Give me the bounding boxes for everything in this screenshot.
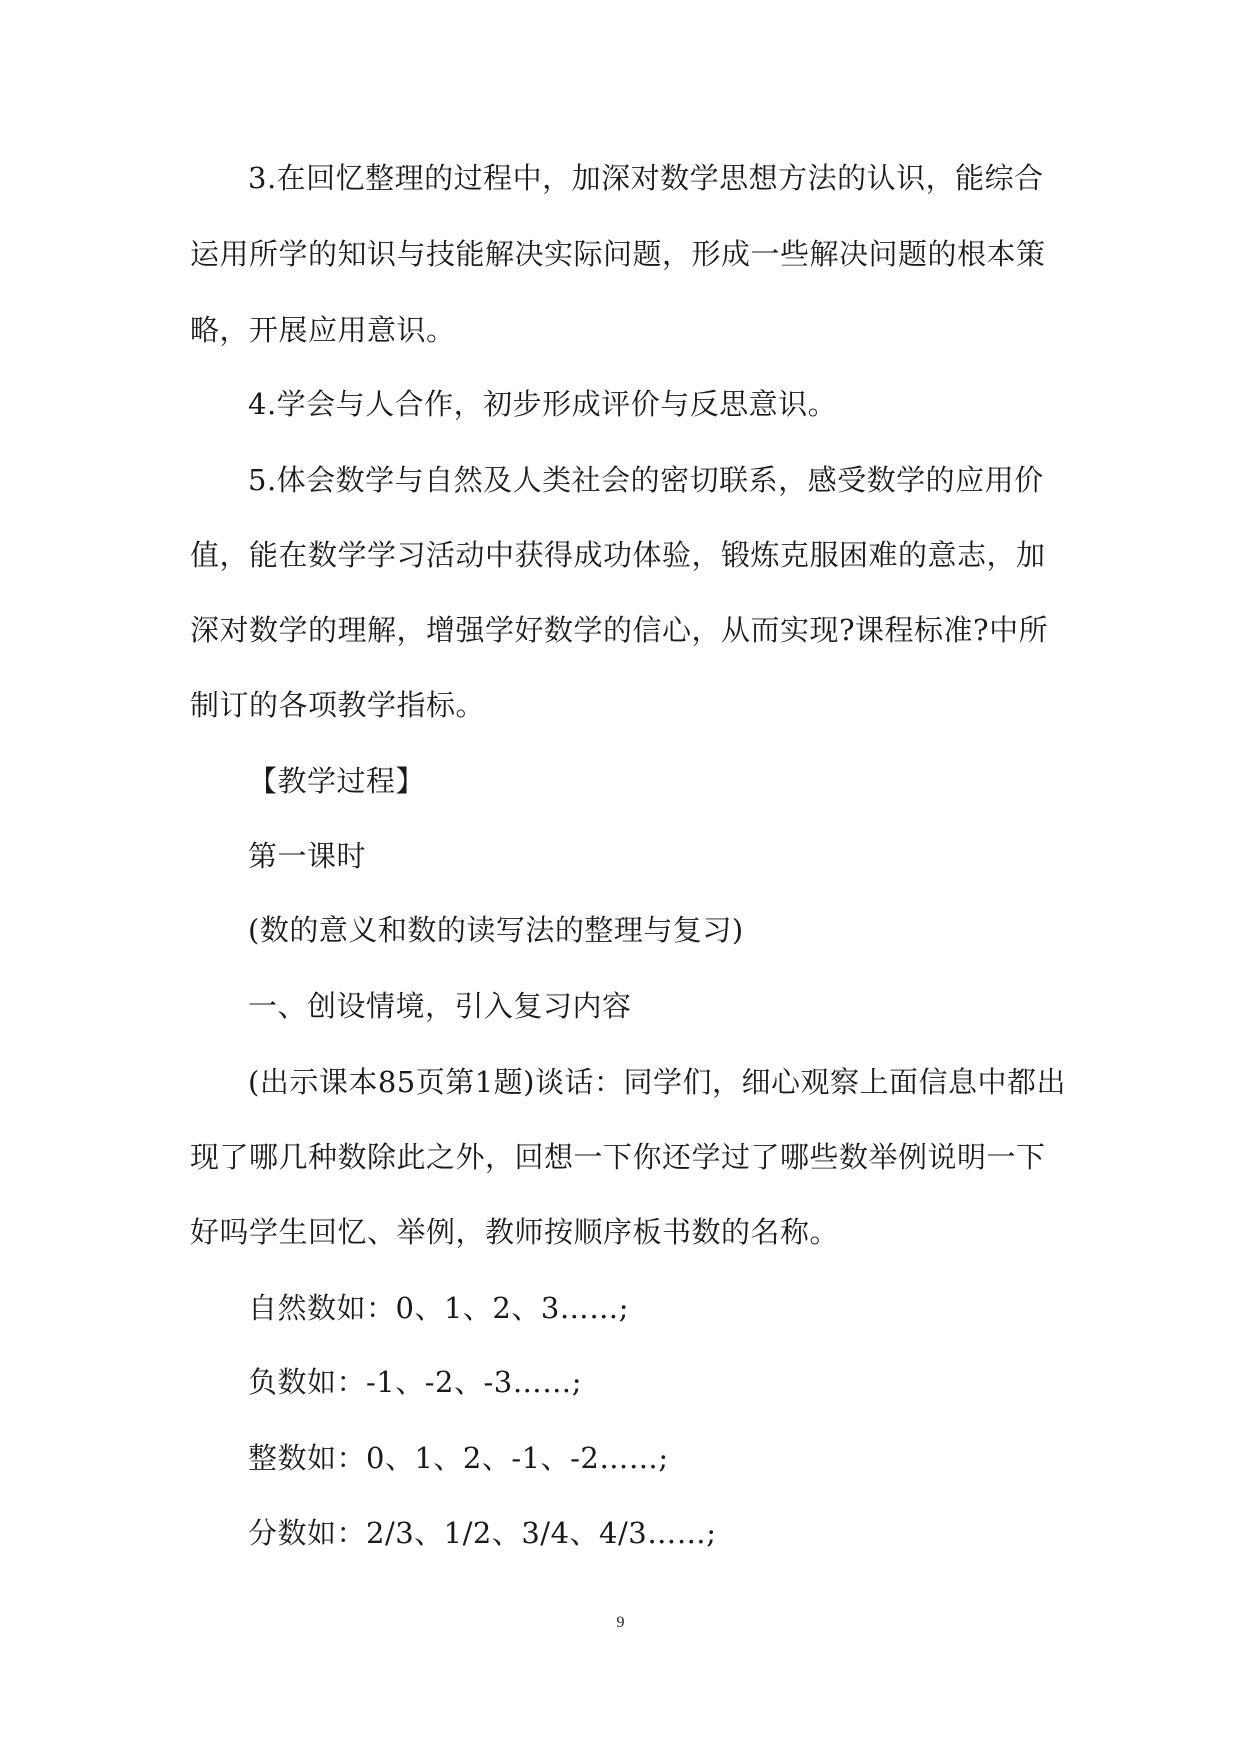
paragraph-line: 略，开展应用意识。	[190, 313, 456, 347]
step-heading: 一、创设情境，引入复习内容	[248, 989, 632, 1023]
paragraph-line: 制订的各项教学指标。	[190, 688, 486, 722]
paragraph-line: 运用所学的知识与技能解决实际问题，形成一些解决问题的根本策	[190, 237, 1046, 271]
paragraph-line: (出示课本85页第1题)谈话：同学们，细心观察上面信息中都出	[248, 1065, 1066, 1099]
page-number: 9	[616, 1614, 625, 1631]
paragraph-line: 好吗学生回忆、举例，教师按顺序板书数的名称。	[190, 1215, 840, 1249]
list-item: 分数如：2/3、1/2、3/4、4/3……;	[248, 1516, 717, 1550]
paragraph-line: 现了哪几种数除此之外，回想一下你还学过了哪些数举例说明一下	[190, 1140, 1046, 1174]
paragraph-line: 5.体会数学与自然及人类社会的密切联系，感受数学的应用价	[248, 463, 1044, 497]
lesson-title: 第一课时	[248, 839, 367, 873]
paragraph-line: 4.学会与人合作，初步形成评价与反思意识。	[248, 387, 838, 421]
paragraph-line: 值，能在数学学习活动中获得成功体验，锻炼克服困难的意志，加	[190, 538, 1046, 572]
paragraph-line: 深对数学的理解，增强学好数学的信心，从而实现?课程标准?中所	[190, 613, 1049, 647]
paragraph-line: 3.在回忆整理的过程中，加深对数学思想方法的认识，能综合	[248, 161, 1044, 195]
list-item: 整数如：0、1、2、-1、-2……;	[248, 1441, 669, 1475]
list-item: 自然数如：0、1、2、3……;	[248, 1291, 630, 1325]
list-item: 负数如：-1、-2、-3……;	[248, 1365, 583, 1399]
lesson-subtitle: (数的意义和数的读写法的整理与复习)	[248, 913, 744, 947]
section-heading: 【教学过程】	[248, 764, 426, 798]
